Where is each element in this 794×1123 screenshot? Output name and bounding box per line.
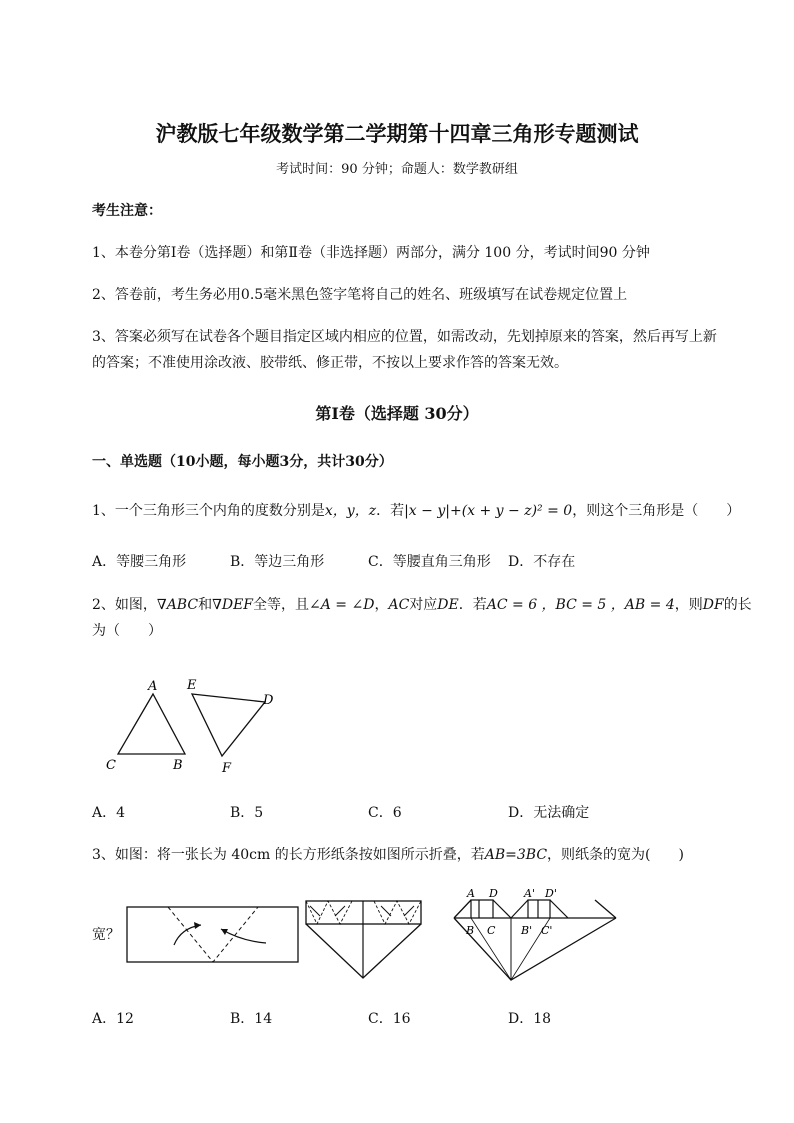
question-2-stem — [92, 594, 752, 614]
q2-option-a[interactable]: A．4 — [92, 805, 126, 821]
zigzag-right — [374, 901, 421, 924]
right-flap — [595, 900, 616, 918]
label-a-prime: A' — [524, 887, 535, 900]
label-e: E — [187, 678, 197, 693]
q1-text-b: ．若 — [376, 503, 405, 519]
mini-arrow — [310, 906, 320, 916]
q2-angles: ∠A = ∠D — [309, 597, 375, 613]
q2-triangle-abc: ∇ABC — [156, 597, 199, 613]
label-d-prime: D' — [545, 887, 557, 900]
part1-title: 第Ⅰ卷（选择题 30分） — [315, 404, 479, 423]
zigzag-left — [306, 901, 352, 924]
q2-text-d: ．若 — [458, 597, 487, 613]
notice-item-3-cont: 的答案；不准使用涂改液、胶带纸、修正带，不按以上要求作答的答案无效。 — [92, 355, 568, 371]
triangle-def — [192, 694, 265, 756]
q1-option-a[interactable]: A．等腰三角形 — [92, 554, 187, 570]
q1-option-c[interactable]: C．等腰直角三角形 — [368, 554, 491, 570]
label-a: A — [467, 887, 475, 900]
label-b: B — [173, 758, 183, 773]
label-f: F — [222, 761, 232, 776]
q1-text-c: ，则这个三角形是（ ） — [572, 503, 741, 519]
arrow-head-left — [194, 922, 201, 929]
left-rect — [471, 900, 493, 918]
label-c-prime: C' — [541, 924, 553, 937]
exam-subtitle: 考试时间：90 分钟；命题人：数学教研组 — [276, 162, 518, 177]
label-d: D — [263, 693, 274, 708]
notice-item-1: 1、本卷分第Ⅰ卷（选择题）和第Ⅱ卷（非选择题）两部分，满分 100 分，考试时间90 分钟 — [92, 245, 650, 261]
notice-item-2: 2、答卷前，考生务必用0.5毫米黑色签字笔将自己的姓名、班级填写在试卷规定位置上 — [92, 287, 628, 303]
label-b: B — [466, 924, 475, 937]
q2-text-e: ，则 — [674, 597, 703, 613]
paper-strip — [127, 907, 298, 962]
q2-option-c[interactable]: C．6 — [368, 805, 402, 821]
q3-labeled-figure — [450, 886, 620, 984]
q3-option-b[interactable]: B．14 — [230, 1011, 273, 1027]
q1-text-a: 1、一个三角形三个内角的度数分别是 — [92, 503, 325, 519]
q3-width-label: 宽？ — [92, 927, 120, 943]
label-c: C — [106, 758, 116, 773]
q2-df: DF — [702, 597, 724, 613]
q2-de: DE — [437, 597, 459, 613]
label-b-prime: B' — [521, 924, 533, 937]
label-d: D — [489, 887, 498, 900]
q1-option-b[interactable]: B．等边三角形 — [230, 554, 325, 570]
triangle-abc — [118, 694, 185, 754]
q2-text-a: 2、如图， — [92, 597, 157, 613]
question-3-stem — [92, 844, 684, 864]
fold-arrow-right — [221, 929, 266, 943]
q2-text-c: ， — [374, 597, 389, 613]
q2-triangle-figure — [100, 672, 290, 782]
page-title: 沪教版七年级数学第二学期第十四章三角形专题测试 — [155, 121, 639, 146]
right-diag-left — [511, 900, 528, 918]
q2-ac: AC — [388, 597, 410, 613]
left-flap — [454, 900, 471, 918]
label-a: A — [148, 679, 158, 694]
q2-text-and: 和 — [198, 597, 213, 613]
q2-values: AC = 6 ，BC = 5 ，AB = 4 — [486, 597, 675, 613]
mini-arrow — [335, 906, 345, 916]
q3-text-b: ，则纸条的宽为( ) — [547, 847, 684, 863]
q2-stem-line2: 为（ ） — [92, 623, 162, 639]
q3-option-c[interactable]: C．16 — [368, 1011, 411, 1027]
q1-expression: |x − y|+(x + y − z)² = 0 — [404, 503, 573, 519]
question-1-stem — [92, 500, 740, 520]
left-diag — [493, 900, 511, 918]
q3-strip-figure — [126, 903, 302, 965]
q3-text-a: 3、如图：将一张长为 40cm 的长方形纸条按如图所示折叠，若 — [92, 847, 485, 863]
q3-folded-figure — [302, 898, 424, 982]
q3-option-d[interactable]: D．18 — [508, 1011, 552, 1027]
section-heading: 一、单选题（10小题，每小题3分，共计30分） — [92, 454, 393, 470]
right-diag — [550, 900, 568, 918]
q2-text-b: 全等，且 — [253, 597, 310, 613]
q1-variables: x，y，z — [324, 503, 377, 519]
q1-option-d[interactable]: D．不存在 — [508, 554, 576, 570]
right-rect — [528, 900, 550, 918]
q2-option-d[interactable]: D．无法确定 — [508, 805, 590, 821]
notice-heading: 考生注意： — [92, 203, 162, 219]
q2-option-b[interactable]: B．5 — [230, 805, 264, 821]
notice-item-3: 3、答案必须写在试卷各个题目指定区域内相应的位置，如需改动，先划掉原来的答案，然后再写上新 — [92, 329, 717, 345]
q3-ratio: AB=3BC — [484, 847, 548, 863]
q2-triangle-def: ∇DEF — [212, 597, 254, 613]
q2-text-corr: 对应 — [409, 597, 438, 613]
mini-arrow — [381, 906, 391, 916]
label-c: C — [487, 924, 496, 937]
q2-text-f: 的长 — [723, 597, 752, 613]
q3-option-a[interactable]: A．12 — [92, 1011, 134, 1027]
mini-arrow — [404, 906, 414, 916]
v-shape — [454, 918, 616, 980]
